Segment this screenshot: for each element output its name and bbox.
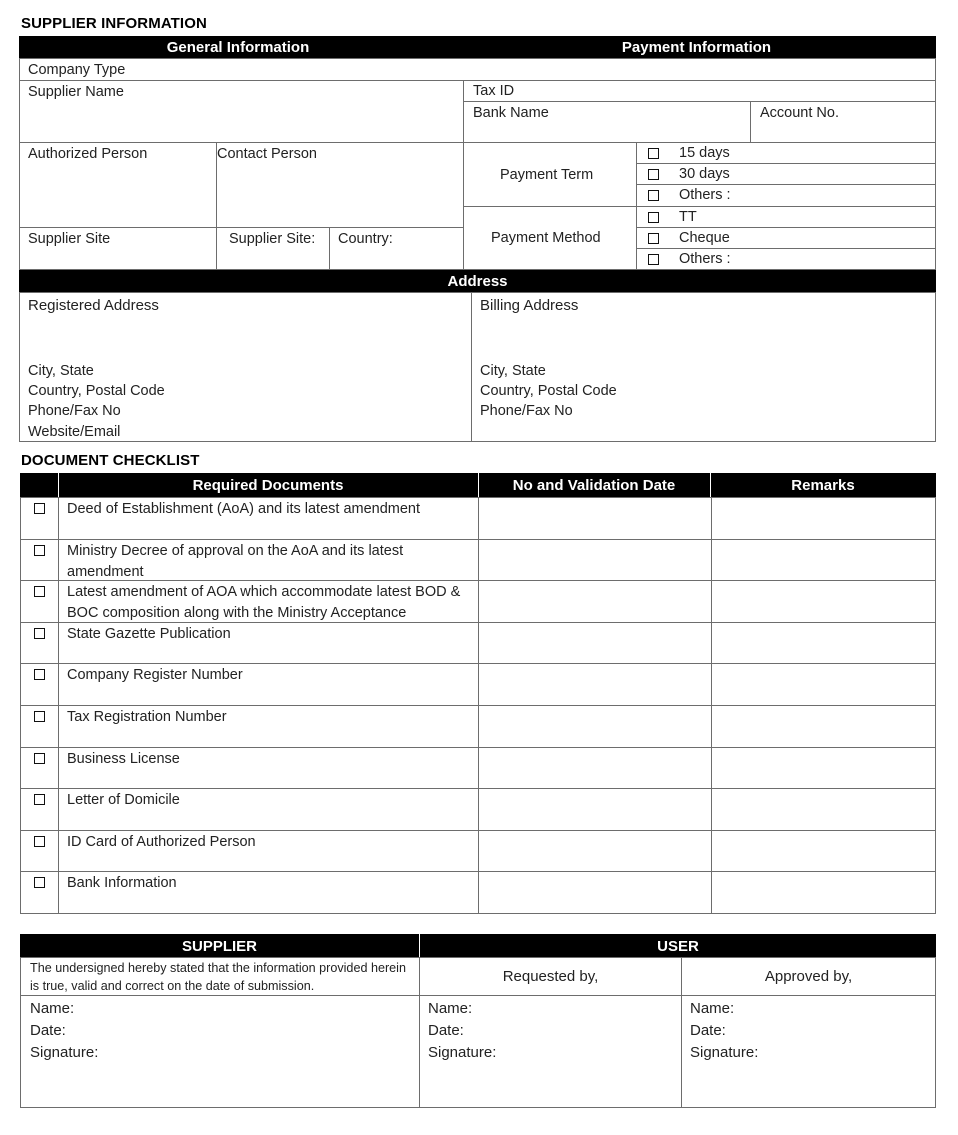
remarks-field[interactable] <box>711 497 936 540</box>
payment-term-option-15[interactable] <box>636 142 936 164</box>
billing-address-title: Billing Address <box>480 297 579 314</box>
checklist-document-cell <box>58 747 479 789</box>
checkbox-icon[interactable] <box>34 794 45 805</box>
checklist-checkbox-cell <box>20 830 59 872</box>
checkbox-icon[interactable] <box>34 877 45 888</box>
checklist-checkbox-cell <box>20 663 59 706</box>
payment-method-option-others[interactable] <box>636 248 936 270</box>
payment-term-cell <box>463 142 637 207</box>
remarks-field[interactable] <box>711 539 936 581</box>
checklist-document-cell <box>58 497 479 540</box>
supplier-site-field[interactable] <box>216 227 330 270</box>
tax-id-field[interactable] <box>463 80 936 102</box>
registered-line-country: Country, Postal Code <box>28 383 165 399</box>
checklist-document-cell <box>58 539 479 581</box>
address-header-label: Address <box>447 273 508 290</box>
option-label: TT <box>679 209 697 225</box>
billing-line-phone: Phone/Fax No <box>480 403 573 419</box>
checklist-document-cell <box>58 830 479 872</box>
account-no-label: Account No. <box>760 105 839 121</box>
supplier-site-label: Supplier Site <box>28 231 111 247</box>
checkbox-icon[interactable] <box>648 190 659 201</box>
contact-person-field[interactable] <box>216 142 464 228</box>
checklist-checkbox-cell <box>20 705 59 748</box>
checkbox-icon[interactable] <box>648 233 659 244</box>
supplier-header-label: SUPPLIER <box>181 937 257 955</box>
checkbox-icon[interactable] <box>34 628 45 639</box>
checkbox-icon[interactable] <box>34 669 45 680</box>
authorized-person-label: Authorized Person <box>28 146 148 162</box>
country-field[interactable] <box>329 227 464 270</box>
checkbox-icon[interactable] <box>648 169 659 180</box>
option-label: Others : <box>679 187 731 203</box>
payment-info-header <box>457 36 936 59</box>
approved-by-cell <box>681 957 936 996</box>
checklist-document-label: State Gazette Publication <box>67 626 231 642</box>
signature-label: Signature: <box>690 1044 759 1061</box>
checkbox-icon[interactable] <box>34 753 45 764</box>
checkbox-icon[interactable] <box>34 836 45 847</box>
company-type-label: Company Type <box>28 62 126 78</box>
validation-date-field[interactable] <box>478 663 712 706</box>
approved-by-label: Approved by, <box>764 968 853 985</box>
checkbox-icon[interactable] <box>34 503 45 514</box>
supplier-site-cell[interactable] <box>19 227 217 270</box>
checklist-document-cell <box>58 663 479 706</box>
approved-signature-block[interactable] <box>681 995 936 1108</box>
checklist-header <box>20 473 936 497</box>
date-label: Date: <box>30 1022 66 1039</box>
option-label: 15 days <box>679 145 730 161</box>
checklist-checkbox-cell <box>20 497 59 540</box>
remarks-field[interactable] <box>711 747 936 789</box>
remarks-field[interactable] <box>711 580 936 623</box>
tax-id-label: Tax ID <box>473 83 515 99</box>
checklist-document-cell <box>58 871 479 914</box>
supplier-name-label: Supplier Name <box>28 84 124 100</box>
validation-date-field[interactable] <box>478 705 712 748</box>
contact-person-label: Contact Person <box>217 146 317 162</box>
checkbox-icon[interactable] <box>648 148 659 159</box>
signature-label: Signature: <box>428 1044 497 1061</box>
billing-line-city: City, State <box>480 363 546 379</box>
payment-term-label: Payment Term <box>500 167 594 183</box>
checklist-checkbox-cell <box>20 747 59 789</box>
payment-method-option-cheque[interactable] <box>636 227 936 249</box>
remarks-field[interactable] <box>711 705 936 748</box>
signature-label: Signature: <box>30 1044 99 1061</box>
header-remarks: Remarks <box>791 477 855 494</box>
address-header <box>19 270 936 293</box>
supplier-info-title: SUPPLIER INFORMATION <box>21 15 207 32</box>
checklist-document-label: Bank Information <box>67 875 177 891</box>
registered-address-field[interactable] <box>19 292 472 442</box>
requested-by-label: Requested by, <box>502 968 599 985</box>
billing-line-country: Country, Postal Code <box>480 383 617 399</box>
checklist-checkbox-cell <box>20 788 59 831</box>
payment-method-option-tt[interactable] <box>636 206 936 228</box>
validation-date-field[interactable] <box>478 830 712 872</box>
checkbox-icon[interactable] <box>34 586 45 597</box>
checklist-checkbox-cell <box>20 622 59 664</box>
checklist-document-label: ID Card of Authorized Person <box>67 834 256 850</box>
name-label: Name: <box>30 1000 75 1017</box>
option-label: Cheque <box>679 230 730 246</box>
authorized-person-field[interactable] <box>19 142 217 228</box>
bank-name-label: Bank Name <box>473 105 549 121</box>
validation-date-field[interactable] <box>478 788 712 831</box>
checklist-document-label: Business License <box>67 751 180 767</box>
general-info-header <box>19 36 457 59</box>
payment-method-cell <box>463 206 637 270</box>
checklist-document-cell <box>58 788 479 831</box>
payment-term-option-others[interactable] <box>636 184 936 207</box>
checklist-checkbox-cell <box>20 871 59 914</box>
date-label: Date: <box>428 1022 464 1039</box>
name-label: Name: <box>690 1000 735 1017</box>
supplier-header <box>20 934 419 958</box>
remarks-field[interactable] <box>711 663 936 706</box>
billing-address-field[interactable] <box>471 292 936 442</box>
checklist-document-label: Letter of Domicile <box>67 792 180 808</box>
requested-signature-block[interactable] <box>419 995 682 1108</box>
validation-date-field[interactable] <box>478 580 712 623</box>
header-required-documents: Required Documents <box>192 477 344 494</box>
bank-name-field[interactable] <box>463 101 751 143</box>
remarks-field[interactable] <box>711 622 936 664</box>
date-label: Date: <box>690 1022 726 1039</box>
checklist-document-label: Tax Registration Number <box>67 709 227 725</box>
name-label: Name: <box>428 1000 473 1017</box>
option-label: 30 days <box>679 166 730 182</box>
remarks-field[interactable] <box>711 871 936 914</box>
remarks-field[interactable] <box>711 830 936 872</box>
checklist-document-label: Latest amendment of AOA which accommodate latest BOD & BOC composition along with the Ministry Acceptance <box>67 584 461 621</box>
option-label: Others : <box>679 251 731 267</box>
checklist-document-cell <box>58 622 479 664</box>
supplier-name-field[interactable] <box>19 80 464 143</box>
supplier-signature-block[interactable] <box>20 995 420 1108</box>
checkbox-icon[interactable] <box>648 254 659 265</box>
validation-date-field[interactable] <box>478 747 712 789</box>
payment-info-header-label: Payment Information <box>621 39 772 56</box>
checklist-checkbox-cell <box>20 580 59 623</box>
user-header-label: USER <box>657 937 699 955</box>
checklist-title: DOCUMENT CHECKLIST <box>21 452 200 469</box>
checklist-checkbox-cell <box>20 539 59 581</box>
checkbox-icon[interactable] <box>34 711 45 722</box>
general-info-header-label: General Information <box>166 39 310 56</box>
validation-date-field[interactable] <box>478 622 712 664</box>
registered-line-city: City, State <box>28 363 94 379</box>
validation-date-field[interactable] <box>478 871 712 914</box>
checklist-document-label: Company Register Number <box>67 667 243 683</box>
checklist-document-label: Deed of Establishment (AoA) and its latest amendment <box>67 501 421 517</box>
declaration-text: The undersigned hereby stated that the information provided herein is true, valid and correct on the date of submission. <box>30 961 406 993</box>
supplier-site-field-label: Supplier Site: <box>229 231 316 247</box>
user-header <box>419 934 936 958</box>
registered-line-phone: Phone/Fax No <box>28 403 121 419</box>
remarks-field[interactable] <box>711 788 936 831</box>
validation-date-field[interactable] <box>478 539 712 581</box>
country-field-label: Country: <box>338 231 393 247</box>
validation-date-field[interactable] <box>478 497 712 540</box>
payment-method-label: Payment Method <box>491 230 601 246</box>
payment-term-option-30[interactable] <box>636 163 936 185</box>
header-validation-date: No and Validation Date <box>512 477 676 494</box>
requested-by-cell <box>419 957 682 996</box>
declaration-cell <box>20 957 420 996</box>
registered-address-title: Registered Address <box>28 297 159 314</box>
company-type-field[interactable] <box>19 58 936 81</box>
checkbox-icon[interactable] <box>34 545 45 556</box>
checkbox-icon[interactable] <box>648 212 659 223</box>
checklist-document-label: Ministry Decree of approval on the AoA and its latest amendment <box>67 543 404 580</box>
checklist-document-cell <box>58 580 479 623</box>
registered-line-web: Website/Email <box>28 424 121 440</box>
checklist-document-cell <box>58 705 479 748</box>
account-no-field[interactable] <box>750 101 936 143</box>
